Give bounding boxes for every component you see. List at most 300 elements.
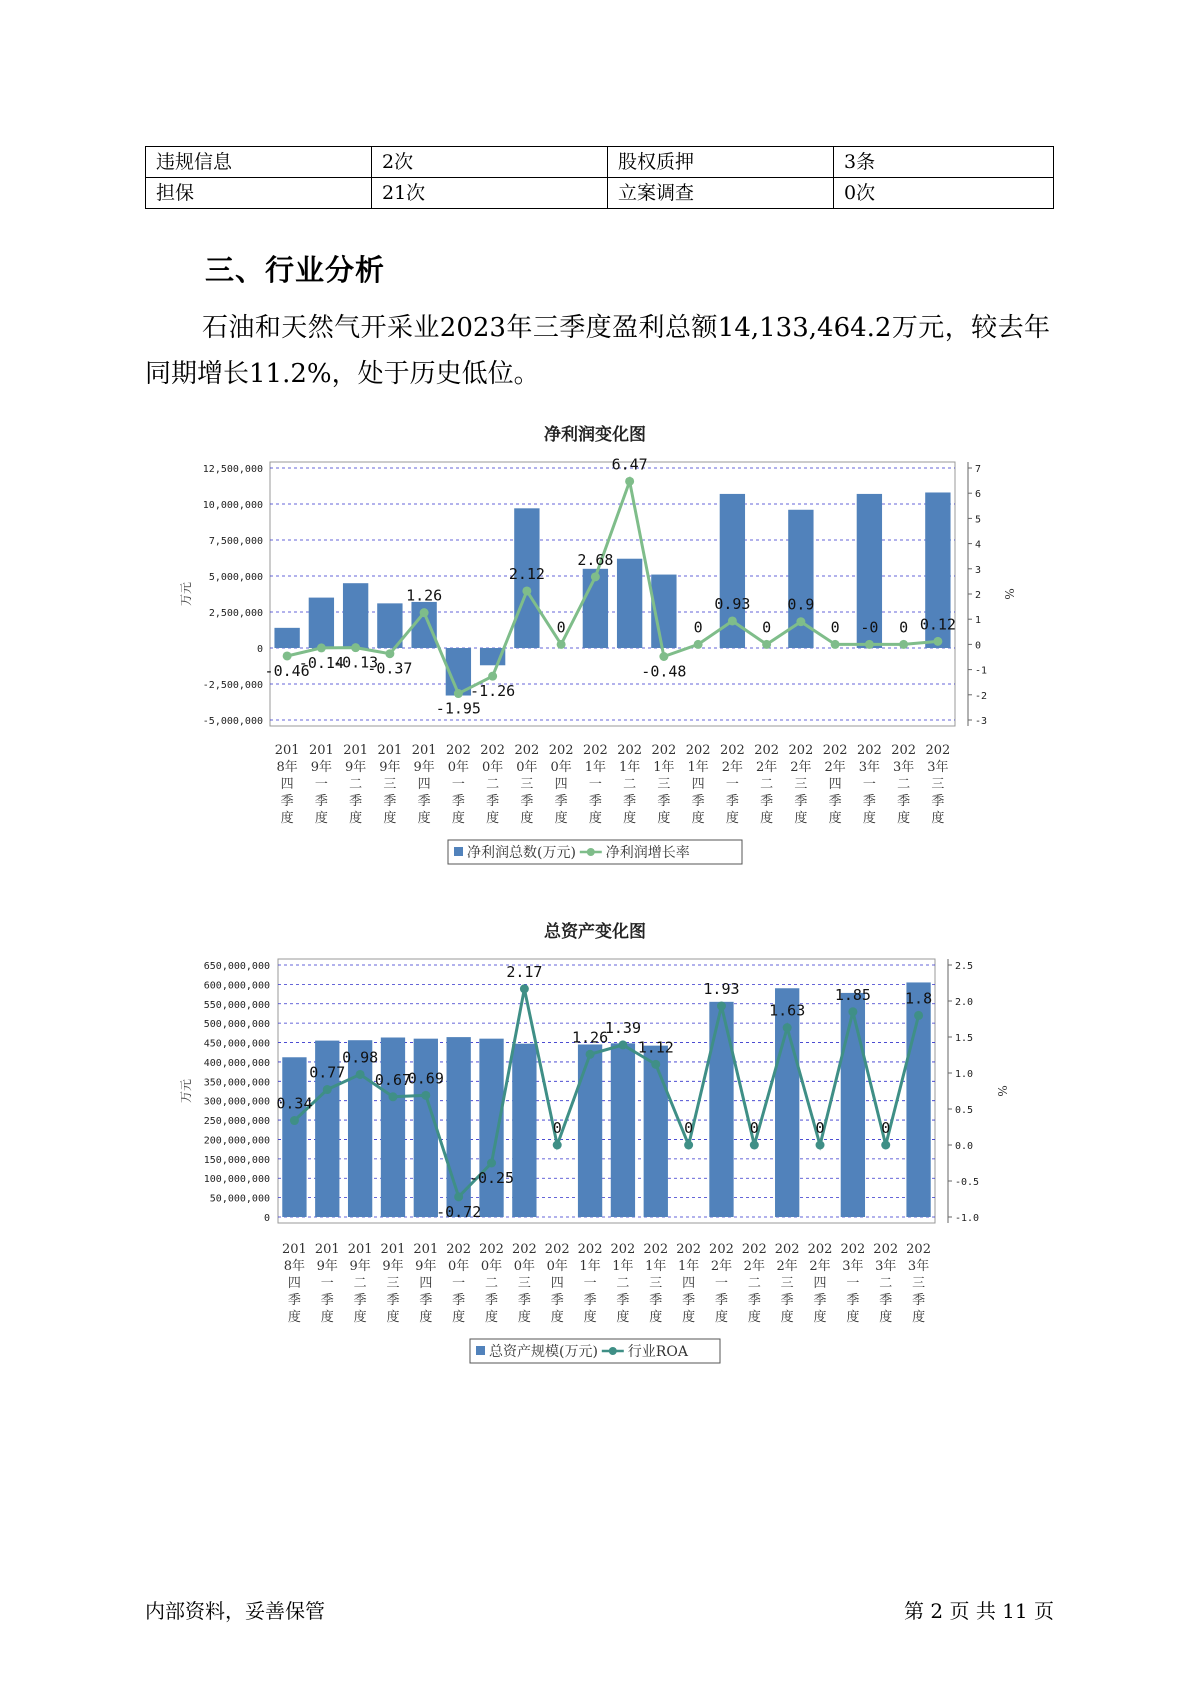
x-tick-label: 3年 <box>842 1259 864 1274</box>
x-tick-label: 度 <box>725 811 739 826</box>
line-point <box>899 640 908 649</box>
line-point <box>591 572 600 581</box>
data-label: 6.47 <box>611 455 648 474</box>
x-tick-label: 二 <box>747 1276 761 1291</box>
data-label: 0.93 <box>714 594 751 613</box>
x-tick-label: 度 <box>280 811 294 826</box>
line-point <box>796 617 805 626</box>
line-point <box>659 652 668 661</box>
x-tick-label: 201 <box>314 1242 340 1257</box>
x-tick-label: 季 <box>314 794 328 809</box>
bar <box>479 1039 503 1217</box>
x-tick-label: 度 <box>657 811 671 826</box>
x-tick-label: 一 <box>320 1276 334 1291</box>
x-tick-label: 度 <box>912 1310 926 1325</box>
bar <box>381 1037 405 1217</box>
x-tick-label: 三 <box>931 777 945 792</box>
data-label: -0.48 <box>641 662 687 681</box>
x-tick-label: 四 <box>550 1276 564 1291</box>
x-tick-label: 三 <box>649 1276 663 1291</box>
x-tick-label: 二 <box>760 777 774 792</box>
x-tick-label: 0年 <box>481 760 504 775</box>
x-tick-label: 度 <box>862 811 876 826</box>
x-tick-label: 度 <box>419 1310 433 1325</box>
line-point <box>694 640 703 649</box>
x-tick-label: 度 <box>452 1310 466 1325</box>
x-tick-label: 度 <box>623 811 637 826</box>
y-tick-label: 50,000,000 <box>209 1193 270 1205</box>
table-cell: 21次 <box>372 178 608 209</box>
total-assets-chart <box>0 915 1191 1375</box>
x-tick-label: 度 <box>520 811 534 826</box>
chart-title: 总资产变化图 <box>544 922 646 942</box>
x-tick-label: 四 <box>813 1276 827 1291</box>
x-tick-label: 201 <box>308 743 334 758</box>
y-tick-label: 7,500,000 <box>208 536 263 547</box>
x-tick-label: 201 <box>347 1242 373 1257</box>
table-cell: 3条 <box>834 147 1054 178</box>
line-point <box>750 1141 759 1150</box>
bar <box>414 1039 438 1217</box>
line-point <box>848 1007 857 1016</box>
bar <box>348 1040 372 1217</box>
y2-tick-label: 2.0 <box>955 997 974 1008</box>
x-tick-label: 202 <box>873 1242 899 1257</box>
data-label: -0.46 <box>264 661 310 680</box>
legend-bar-swatch <box>476 1346 485 1355</box>
x-tick-label: 一 <box>862 777 876 792</box>
bar <box>343 583 368 648</box>
x-tick-label: 9年 <box>379 760 401 775</box>
x-tick-label: 三 <box>517 1276 531 1291</box>
x-tick-label: 二 <box>623 777 637 792</box>
data-label: 2.68 <box>577 550 614 569</box>
x-tick-label: 度 <box>682 1310 696 1325</box>
y-tick-label: 600,000,000 <box>203 980 270 992</box>
data-label: -1.95 <box>435 699 481 718</box>
y2-tick-label: 2.5 <box>955 961 974 972</box>
x-tick-label: 三 <box>794 777 808 792</box>
x-tick-label: 度 <box>691 811 705 826</box>
line-point <box>421 1091 430 1100</box>
x-tick-label: 季 <box>517 1293 531 1308</box>
x-tick-label: 二 <box>353 1276 367 1291</box>
x-tick-label: 202 <box>856 743 882 758</box>
y2-tick-label: 1.0 <box>955 1069 974 1080</box>
y2-tick-label: 0.5 <box>955 1105 974 1116</box>
x-tick-label: 度 <box>383 811 397 826</box>
x-tick-label: 度 <box>583 1310 597 1325</box>
x-tick-label: 三 <box>912 1276 926 1291</box>
table-cell: 0次 <box>834 178 1054 209</box>
y2-axis-title: % <box>1002 588 1016 600</box>
line-point <box>454 1192 463 1201</box>
y2-tick-label: 6 <box>975 489 982 501</box>
x-tick-label: 0年 <box>516 760 538 775</box>
y-tick-label: 10,000,000 <box>202 500 263 511</box>
line-point <box>728 616 737 625</box>
bar <box>309 598 334 648</box>
x-tick-label: 201 <box>343 743 369 758</box>
x-tick-label: 9年 <box>382 1259 404 1274</box>
line-point <box>586 1050 595 1059</box>
line-point <box>488 672 497 681</box>
x-tick-label: 季 <box>649 1293 663 1308</box>
data-label: -0.37 <box>367 659 413 678</box>
data-label: 1.93 <box>703 980 740 999</box>
x-tick-label: 季 <box>349 794 363 809</box>
y2-tick-label: -2 <box>975 690 988 702</box>
x-tick-label: 季 <box>452 1293 466 1308</box>
data-label: 0.67 <box>374 1070 412 1089</box>
line-point <box>283 651 292 660</box>
y2-tick-label: 1.5 <box>955 1033 974 1044</box>
x-tick-label: 度 <box>813 1310 827 1325</box>
y-tick-label: 12,500,000 <box>202 464 263 475</box>
line-point <box>618 1040 627 1049</box>
x-tick-label: 0年 <box>480 1259 503 1274</box>
x-tick-label: 度 <box>760 811 774 826</box>
y2-tick-label: 0 <box>975 640 982 652</box>
x-tick-label: 度 <box>828 811 842 826</box>
x-tick-label: 0年 <box>447 760 470 775</box>
x-tick-label: 四 <box>417 777 431 792</box>
net-profit-chart-svg <box>0 418 1191 878</box>
x-tick-label: 一 <box>314 777 328 792</box>
x-tick-label: 1年 <box>653 760 675 775</box>
x-tick-label: 季 <box>897 794 911 809</box>
y2-tick-label: 4 <box>975 539 982 551</box>
x-tick-label: 三 <box>520 777 534 792</box>
x-tick-label: 201 <box>413 1242 439 1257</box>
data-label: -0.25 <box>468 1169 515 1187</box>
x-tick-label: 一 <box>725 777 739 792</box>
x-tick-label: 度 <box>486 811 500 826</box>
x-tick-label: 一 <box>588 777 602 792</box>
y-tick-label: 5,000,000 <box>208 572 263 583</box>
x-tick-label: 季 <box>794 794 808 809</box>
x-tick-label: 度 <box>780 1310 794 1325</box>
x-tick-label: 季 <box>780 1293 794 1308</box>
line-point <box>831 640 840 649</box>
x-tick-label: 季 <box>879 1293 893 1308</box>
section-title: 三、行业分析 <box>205 253 386 287</box>
y-tick-label: 150,000,000 <box>203 1154 270 1166</box>
x-tick-label: 二 <box>616 1276 630 1291</box>
y-tick-label: 100,000,000 <box>203 1174 270 1186</box>
x-tick-label: 202 <box>514 743 540 758</box>
x-tick-label: 季 <box>383 794 397 809</box>
x-tick-label: 1年 <box>579 1259 601 1274</box>
x-tick-label: 季 <box>862 794 876 809</box>
x-tick-label: 四 <box>419 1276 433 1291</box>
x-tick-label: 季 <box>714 1293 728 1308</box>
x-tick-label: 3年 <box>907 1259 930 1274</box>
x-tick-label: 四 <box>287 1276 301 1291</box>
x-tick-label: 季 <box>353 1293 367 1308</box>
x-tick-label: 三 <box>383 777 397 792</box>
data-label: 0.77 <box>309 1063 346 1082</box>
x-tick-label: 度 <box>554 811 568 826</box>
x-tick-label: 202 <box>719 743 745 758</box>
x-tick-label: 202 <box>446 1242 472 1257</box>
x-tick-label: 201 <box>274 743 300 758</box>
analysis-paragraph: 石油和天然气开采业2023年三季度盈利总额14,133,464.2万元，较去年同期增长11.2%，处于历史低位。 <box>145 313 1050 389</box>
x-tick-label: 季 <box>417 794 431 809</box>
table-row <box>146 147 1054 178</box>
y-tick-label: 300,000,000 <box>203 1096 270 1108</box>
y2-axis-title: % <box>995 1085 1009 1097</box>
x-tick-label: 季 <box>912 1293 926 1308</box>
data-label: 0 <box>693 618 703 637</box>
data-label: 0 <box>899 618 909 637</box>
table-cell: 担保 <box>146 178 372 209</box>
bar <box>512 1044 536 1217</box>
x-tick-label: 202 <box>685 743 711 758</box>
x-tick-label: 1年 <box>687 760 709 775</box>
line-point <box>914 1011 923 1020</box>
footer-confidential: 内部资料，妥善保管 <box>145 1599 325 1623</box>
line-point <box>317 643 326 652</box>
y-tick-label: 650,000,000 <box>203 961 270 972</box>
data-label: 0 <box>749 1119 759 1137</box>
x-tick-label: 季 <box>550 1293 564 1308</box>
x-tick-label: 202 <box>643 1242 669 1257</box>
x-tick-label: 季 <box>931 794 945 809</box>
x-tick-label: 1年 <box>677 1259 700 1274</box>
x-tick-label: 二 <box>485 1276 499 1291</box>
data-label: 0.12 <box>919 615 956 634</box>
y-tick-label: 350,000,000 <box>203 1077 270 1089</box>
data-label: 1.26 <box>572 1028 609 1047</box>
x-tick-label: 季 <box>280 794 294 809</box>
x-tick-label: 0年 <box>546 1259 568 1274</box>
table-cell: 股权质押 <box>608 147 834 178</box>
x-tick-label: 9年 <box>349 1259 371 1274</box>
line-point <box>625 477 634 486</box>
y-tick-label: 0 <box>263 1213 270 1224</box>
bar <box>578 1044 602 1217</box>
x-tick-label: 1年 <box>645 1259 667 1274</box>
x-tick-label: 度 <box>616 1310 630 1325</box>
x-tick-label: 2年 <box>710 1259 733 1274</box>
data-label: -0 <box>860 618 879 637</box>
data-label: -0.14 <box>298 653 344 672</box>
x-tick-label: 1年 <box>618 760 641 775</box>
y2-tick-label: 5 <box>975 514 982 526</box>
x-tick-label: 季 <box>828 794 842 809</box>
legend-line-label: 净利润增长率 <box>605 845 690 861</box>
x-tick-label: 二 <box>486 777 500 792</box>
data-label: 0 <box>881 1119 891 1137</box>
line-point <box>881 1141 890 1150</box>
plot-frame <box>270 462 955 726</box>
line-point <box>290 1116 299 1125</box>
x-tick-label: 9年 <box>310 760 333 775</box>
line-point <box>388 1092 397 1101</box>
line-point <box>487 1159 496 1168</box>
data-label: 2.17 <box>506 962 543 981</box>
bar <box>611 1043 635 1217</box>
x-tick-label: 度 <box>386 1310 400 1325</box>
line-point <box>651 1060 660 1069</box>
x-tick-label: 202 <box>788 743 814 758</box>
x-tick-label: 季 <box>623 794 637 809</box>
y2-tick-label: -1.0 <box>955 1213 980 1224</box>
x-tick-label: 四 <box>682 1276 696 1291</box>
x-tick-label: 四 <box>554 777 568 792</box>
x-tick-label: 度 <box>747 1310 761 1325</box>
x-tick-label: 0年 <box>550 760 572 775</box>
y-tick-label: 500,000,000 <box>203 1019 270 1031</box>
x-tick-label: 202 <box>676 1242 702 1257</box>
data-label: 0.9 <box>787 595 815 614</box>
line-point <box>762 640 771 649</box>
data-label: 0.69 <box>407 1069 444 1088</box>
line-point <box>454 689 463 698</box>
x-tick-label: 季 <box>583 1293 597 1308</box>
total-assets-chart-svg <box>0 915 1191 1375</box>
x-tick-label: 1年 <box>612 1259 634 1274</box>
x-tick-label: 四 <box>691 777 705 792</box>
legend-bar-label: 总资产规模(万元) <box>489 1344 598 1360</box>
x-tick-label: 季 <box>616 1293 630 1308</box>
legend-bar-label: 净利润总数(万元) <box>467 845 576 861</box>
x-tick-label: 度 <box>846 1310 860 1325</box>
line-point <box>783 1023 792 1032</box>
x-tick-label: 0年 <box>513 1259 536 1274</box>
x-tick-label: 季 <box>485 1293 499 1308</box>
bar <box>617 559 642 648</box>
data-label: 2.12 <box>508 564 545 583</box>
y-tick-label: 550,000,000 <box>203 999 270 1011</box>
x-tick-label: 度 <box>550 1310 564 1325</box>
x-tick-label: 度 <box>649 1310 663 1325</box>
x-tick-label: 季 <box>657 794 671 809</box>
x-tick-label: 202 <box>544 1242 570 1257</box>
info-table <box>145 146 1054 209</box>
x-tick-label: 8年 <box>276 760 298 775</box>
footer-page-number: 第 2 页 共 11 页 <box>904 1599 1054 1623</box>
x-tick-label: 202 <box>511 1242 537 1257</box>
legend-bar-swatch <box>454 847 463 856</box>
data-label: -0.13 <box>333 653 379 672</box>
x-tick-label: 季 <box>520 794 534 809</box>
y-tick-label: -5,000,000 <box>202 716 263 727</box>
data-label: 1.85 <box>834 985 871 1004</box>
data-label: 1.63 <box>769 1001 806 1020</box>
x-tick-label: 3年 <box>892 760 915 775</box>
x-tick-label: 9年 <box>316 1259 338 1274</box>
x-tick-label: 度 <box>417 811 431 826</box>
x-tick-label: 202 <box>582 743 608 758</box>
x-tick-label: 202 <box>610 1242 636 1257</box>
x-tick-label: 季 <box>725 794 739 809</box>
x-tick-label: 202 <box>774 1242 800 1257</box>
x-tick-label: 202 <box>651 743 677 758</box>
x-tick-label: 8年 <box>283 1259 306 1274</box>
x-tick-label: 四 <box>280 777 294 792</box>
x-tick-label: 季 <box>386 1293 400 1308</box>
x-tick-label: 2年 <box>790 760 812 775</box>
x-tick-label: 季 <box>813 1293 827 1308</box>
x-tick-label: 0年 <box>448 1259 470 1274</box>
x-tick-label: 度 <box>451 811 465 826</box>
x-tick-label: 度 <box>349 811 363 826</box>
y-tick-label: 400,000,000 <box>203 1057 270 1069</box>
x-tick-label: 1年 <box>584 760 607 775</box>
x-tick-label: 202 <box>479 1242 504 1257</box>
y-tick-label: 2,500,000 <box>208 608 263 619</box>
x-tick-label: 季 <box>747 1293 761 1308</box>
data-label: 1.12 <box>637 1038 674 1057</box>
table-row <box>146 178 1054 209</box>
data-label: 0 <box>684 1119 694 1137</box>
x-tick-label: 度 <box>794 811 808 826</box>
x-tick-label: 3年 <box>927 760 949 775</box>
y-tick-label: -2,500,000 <box>202 680 263 691</box>
x-tick-label: 度 <box>931 811 945 826</box>
line-point <box>684 1141 693 1150</box>
bar <box>841 993 865 1217</box>
x-tick-label: 202 <box>741 1242 767 1257</box>
x-tick-label: 9年 <box>344 760 367 775</box>
x-tick-label: 四 <box>828 777 842 792</box>
x-tick-label: 202 <box>754 743 780 758</box>
x-tick-label: 度 <box>485 1310 499 1325</box>
x-tick-label: 度 <box>353 1310 367 1325</box>
x-tick-label: 202 <box>807 1242 833 1257</box>
bar <box>644 1046 668 1217</box>
x-tick-label: 度 <box>879 1310 893 1325</box>
x-tick-label: 202 <box>891 743 917 758</box>
y-tick-label: 250,000,000 <box>203 1116 270 1128</box>
x-tick-label: 2年 <box>721 760 744 775</box>
x-tick-label: 度 <box>588 811 602 826</box>
line-point <box>816 1141 825 1150</box>
data-label: 0 <box>552 1119 562 1137</box>
x-tick-label: 度 <box>320 1310 334 1325</box>
chart-title: 净利润变化图 <box>544 425 646 445</box>
x-tick-label: 2年 <box>743 1259 765 1274</box>
x-tick-label: 202 <box>925 743 951 758</box>
y2-tick-label: 7 <box>975 464 982 475</box>
x-tick-label: 201 <box>377 743 403 758</box>
x-tick-label: 季 <box>486 794 500 809</box>
y2-tick-label: 0.0 <box>955 1141 974 1152</box>
x-tick-label: 9年 <box>413 760 435 775</box>
x-tick-label: 2年 <box>824 760 846 775</box>
data-label: 0 <box>556 618 566 637</box>
net-profit-chart <box>0 418 1191 878</box>
x-tick-label: 202 <box>577 1242 603 1257</box>
x-tick-label: 度 <box>517 1310 531 1325</box>
x-tick-label: 202 <box>480 743 506 758</box>
line-point <box>717 1002 726 1011</box>
y-axis-title: 万元 <box>179 1078 193 1104</box>
x-tick-label: 2年 <box>776 1259 798 1274</box>
x-tick-label: 季 <box>287 1293 301 1308</box>
bar <box>274 628 299 648</box>
data-label: 0 <box>815 1119 825 1137</box>
x-tick-label: 9年 <box>415 1259 437 1274</box>
x-tick-label: 三 <box>657 777 671 792</box>
table-cell: 2次 <box>372 147 608 178</box>
x-tick-label: 季 <box>588 794 602 809</box>
x-tick-label: 201 <box>380 1242 406 1257</box>
line-point <box>553 1141 562 1150</box>
data-label: 1.39 <box>604 1018 641 1037</box>
